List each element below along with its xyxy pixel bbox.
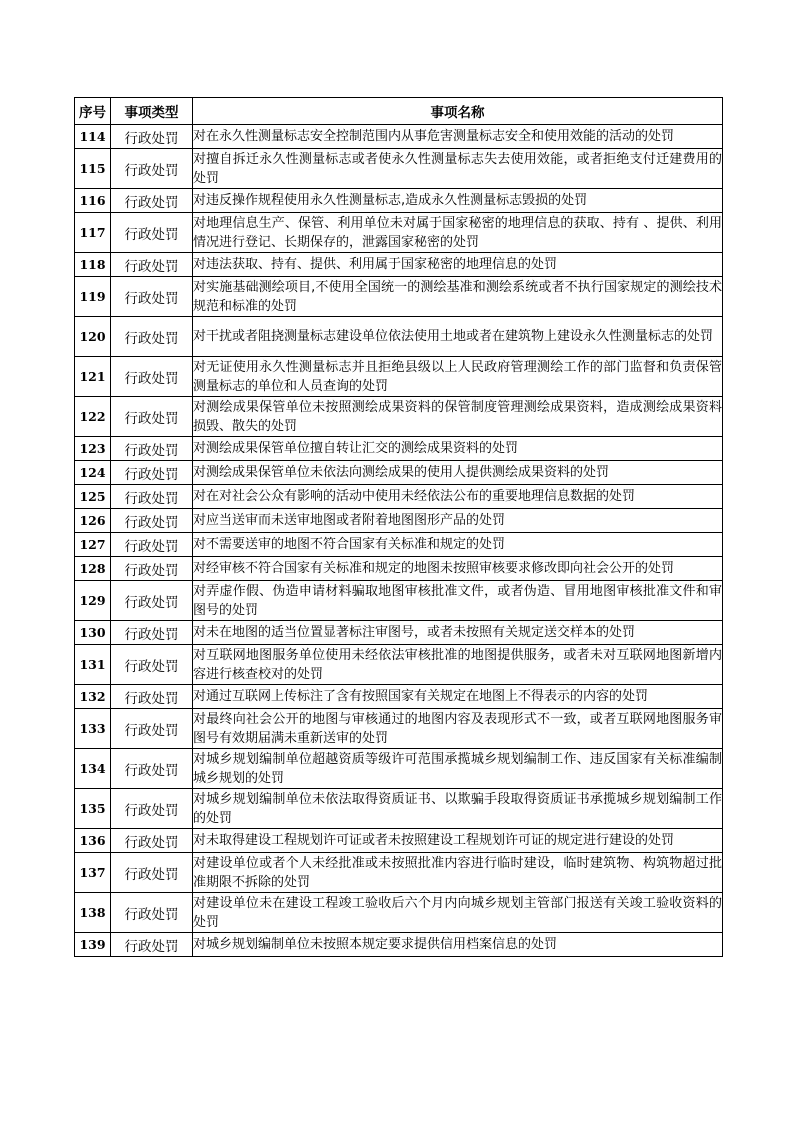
row-item-name: 对建设单位未在建设工程竣工验收后六个月内向城乡规划主管部门报送有关竣工验收资料的处罚: [193, 893, 723, 933]
table-row: [75, 645, 723, 685]
row-item-type: 行政处罚: [111, 317, 193, 357]
row-item-type: 行政处罚: [111, 749, 193, 789]
row-serial-number: 118: [75, 253, 111, 277]
row-item-name: 对经审核不符合国家有关标准和规定的地图未按照审核要求修改即向社会公开的处罚: [193, 557, 723, 581]
table-row: [75, 397, 723, 437]
row-serial-number: 136: [75, 829, 111, 853]
row-item-name: 对不需要送审的地图不符合国家有关标准和规定的处罚: [193, 533, 723, 557]
table-header-row: [75, 98, 723, 125]
items-table: [74, 97, 723, 957]
row-item-name: 对未取得建设工程规划许可证或者未按照建设工程规划许可证的规定进行建设的处罚: [193, 829, 723, 853]
table-row: [75, 685, 723, 709]
table-row: [75, 709, 723, 749]
row-item-type: 行政处罚: [111, 645, 193, 685]
row-item-type: 行政处罚: [111, 853, 193, 893]
row-serial-number: 116: [75, 189, 111, 213]
header-item-name: 事项名称: [193, 98, 723, 125]
row-item-name: 对城乡规划编制单位超越资质等级许可范围承揽城乡规划编制工作、违反国家有关标准编制城乡规划的处罚: [193, 749, 723, 789]
table-body: [75, 125, 723, 957]
row-item-name: 对违法获取、持有、提供、利用属于国家秘密的地理信息的处罚: [193, 253, 723, 277]
row-item-type: 行政处罚: [111, 509, 193, 533]
table-row: [75, 125, 723, 149]
row-serial-number: 124: [75, 461, 111, 485]
row-item-type: 行政处罚: [111, 933, 193, 957]
row-item-name: 对测绘成果保管单位擅自转让汇交的测绘成果资料的处罚: [193, 437, 723, 461]
table-row: [75, 461, 723, 485]
table-row: [75, 317, 723, 357]
row-item-type: 行政处罚: [111, 621, 193, 645]
row-item-type: 行政处罚: [111, 125, 193, 149]
table-row: [75, 357, 723, 397]
row-item-name: 对擅自拆迁永久性测量标志或者使永久性测量标志失去使用效能，或者拒绝支付迁建费用的处罚: [193, 149, 723, 189]
row-serial-number: 122: [75, 397, 111, 437]
table-row: [75, 485, 723, 509]
header-item-type: 事项类型: [111, 98, 193, 125]
table-row: [75, 621, 723, 645]
row-item-name: 对最终向社会公开的地图与审核通过的地图内容及表现形式不一致，或者互联网地图服务审图号有效期届满未重新送审的处罚: [193, 709, 723, 749]
row-item-name: 对应当送审而未送审地图或者附着地图图形产品的处罚: [193, 509, 723, 533]
row-serial-number: 125: [75, 485, 111, 509]
row-item-name: 对城乡规划编制单位未按照本规定要求提供信用档案信息的处罚: [193, 933, 723, 957]
table-row: [75, 149, 723, 189]
table-row: [75, 253, 723, 277]
row-item-name: 对在对社会公众有影响的活动中使用未经依法公布的重要地理信息数据的处罚: [193, 485, 723, 509]
row-item-name: 对弄虚作假、伪造申请材料骗取地图审核批准文件，或者伪造、冒用地图审核批准文件和审图号的处罚: [193, 581, 723, 621]
table-row: [75, 437, 723, 461]
row-serial-number: 128: [75, 557, 111, 581]
row-item-type: 行政处罚: [111, 277, 193, 317]
row-serial-number: 126: [75, 509, 111, 533]
row-item-name: 对地理信息生产、保管、利用单位未对属于国家秘密的地理信息的获取、持有 、提供、利用情况进行登记、长期保存的，泄露国家秘密的处罚: [193, 213, 723, 253]
row-item-type: 行政处罚: [111, 533, 193, 557]
table-row: [75, 533, 723, 557]
row-item-name: 对互联网地图服务单位使用未经依法审核批准的地图提供服务，或者未对互联网地图新增内容进行核查校对的处罚: [193, 645, 723, 685]
row-item-type: 行政处罚: [111, 789, 193, 829]
row-serial-number: 135: [75, 789, 111, 829]
row-serial-number: 117: [75, 213, 111, 253]
table-row: [75, 557, 723, 581]
header-serial: 序号: [75, 98, 111, 125]
row-item-type: 行政处罚: [111, 893, 193, 933]
row-item-name: 对通过互联网上传标注了含有按照国家有关规定在地图上不得表示的内容的处罚: [193, 685, 723, 709]
row-serial-number: 123: [75, 437, 111, 461]
row-serial-number: 127: [75, 533, 111, 557]
row-item-name: 对无证使用永久性测量标志并且拒绝县级以上人民政府管理测绘工作的部门监督和负责保管测量标志的单位和人员查询的处罚: [193, 357, 723, 397]
row-item-name: 对未在地图的适当位置显著标注审图号，或者未按照有关规定送交样本的处罚: [193, 621, 723, 645]
table-row: [75, 277, 723, 317]
row-serial-number: 139: [75, 933, 111, 957]
row-item-type: 行政处罚: [111, 485, 193, 509]
table-row: [75, 509, 723, 533]
row-item-name: 对建设单位或者个人未经批准或未按照批准内容进行临时建设，临时建筑物、构筑物超过批准期限不拆除的处罚: [193, 853, 723, 893]
row-item-name: 对测绘成果保管单位未按照测绘成果资料的保管制度管理测绘成果资料，造成测绘成果资料损毁、散失的处罚: [193, 397, 723, 437]
row-serial-number: 132: [75, 685, 111, 709]
table-row: [75, 213, 723, 253]
row-serial-number: 114: [75, 125, 111, 149]
row-item-name: 对城乡规划编制单位未依法取得资质证书、以欺骗手段取得资质证书承揽城乡规划编制工作的处罚: [193, 789, 723, 829]
row-serial-number: 137: [75, 853, 111, 893]
row-item-type: 行政处罚: [111, 709, 193, 749]
row-item-type: 行政处罚: [111, 213, 193, 253]
table-row: [75, 893, 723, 933]
row-item-type: 行政处罚: [111, 437, 193, 461]
table-row: [75, 853, 723, 893]
row-serial-number: 119: [75, 277, 111, 317]
row-item-type: 行政处罚: [111, 581, 193, 621]
row-item-type: 行政处罚: [111, 557, 193, 581]
row-item-type: 行政处罚: [111, 357, 193, 397]
row-item-name: 对测绘成果保管单位未依法向测绘成果的使用人提供测绘成果资料的处罚: [193, 461, 723, 485]
row-item-name: 对实施基础测绘项目,不使用全国统一的测绘基准和测绘系统或者不执行国家规定的测绘技术规范和标准的处罚: [193, 277, 723, 317]
row-serial-number: 134: [75, 749, 111, 789]
table-row: [75, 933, 723, 957]
row-item-name: 对干扰或者阻挠测量标志建设单位依法使用土地或者在建筑物上建设永久性测量标志的处罚: [193, 317, 723, 357]
row-item-type: 行政处罚: [111, 189, 193, 213]
row-serial-number: 138: [75, 893, 111, 933]
row-item-name: 对违反操作规程使用永久性测量标志,造成永久性测量标志毁损的处罚: [193, 189, 723, 213]
row-item-type: 行政处罚: [111, 397, 193, 437]
row-serial-number: 130: [75, 621, 111, 645]
row-serial-number: 120: [75, 317, 111, 357]
row-serial-number: 115: [75, 149, 111, 189]
table-row: [75, 189, 723, 213]
table-row: [75, 749, 723, 789]
row-serial-number: 121: [75, 357, 111, 397]
row-item-name: 对在永久性测量标志安全控制范围内从事危害测量标志安全和使用效能的活动的处罚: [193, 125, 723, 149]
row-serial-number: 131: [75, 645, 111, 685]
table-row: [75, 581, 723, 621]
row-serial-number: 129: [75, 581, 111, 621]
row-item-type: 行政处罚: [111, 461, 193, 485]
row-item-type: 行政处罚: [111, 685, 193, 709]
row-item-type: 行政处罚: [111, 253, 193, 277]
row-item-type: 行政处罚: [111, 829, 193, 853]
row-serial-number: 133: [75, 709, 111, 749]
table-row: [75, 789, 723, 829]
table-row: [75, 829, 723, 853]
row-item-type: 行政处罚: [111, 149, 193, 189]
